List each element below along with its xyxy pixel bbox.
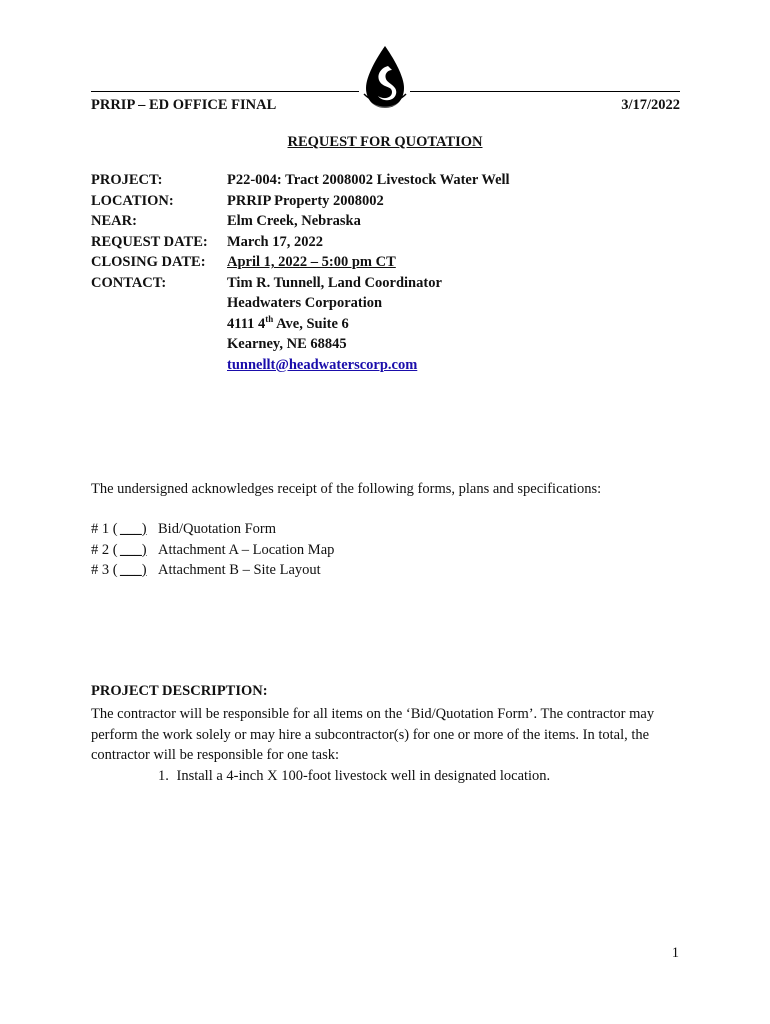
- project-value: P22-004: Tract 2008002 Livestock Water Well: [227, 172, 510, 188]
- attachment-blank[interactable]: ___: [120, 541, 142, 558]
- task-number: 1.: [158, 767, 169, 784]
- closing-date-value: April 1, 2022 – 5:00 pm CT: [227, 254, 396, 270]
- header-rule-left: [91, 91, 359, 92]
- attachment-desc: Attachment B – Site Layout: [158, 562, 321, 578]
- contact-name: Tim R. Tunnell, Land Coordinator: [227, 274, 442, 291]
- attachment-desc: Bid/Quotation Form: [158, 521, 277, 537]
- project-label: PROJECT:: [91, 172, 163, 188]
- closing-date-label: CLOSING DATE:: [91, 254, 206, 270]
- logo: [362, 44, 408, 112]
- contact-company: Headwaters Corporation: [227, 295, 383, 311]
- near-value: Elm Creek, Nebraska: [227, 213, 361, 229]
- task-text: Install a 4-inch X 100-foot livestock well in designated location.: [176, 767, 551, 784]
- contact-email-link[interactable]: tunnellt@headwaterscorp.com: [227, 356, 418, 373]
- water-drop-crane-logo-icon: [362, 44, 408, 112]
- header-left: PRRIP – ED OFFICE FINAL: [91, 97, 277, 113]
- request-date-label: REQUEST DATE:: [91, 233, 208, 250]
- location-label: LOCATION:: [91, 192, 174, 209]
- header-rule-right: [410, 91, 680, 92]
- request-date-value: March 17, 2022: [227, 233, 323, 250]
- near-label: NEAR:: [91, 213, 137, 229]
- location-value: PRRIP Property 2008002: [227, 192, 384, 209]
- header-date: 3/17/2022: [621, 97, 680, 113]
- task-item: [158, 766, 550, 787]
- contact-label: CONTACT:: [91, 274, 167, 291]
- attachment-blank[interactable]: ___: [120, 562, 142, 578]
- attachment-desc: Attachment A – Location Map: [158, 541, 335, 558]
- contact-city: Kearney, NE 68845: [227, 336, 347, 352]
- acknowledge-text: The undersigned acknowledges receipt of the following forms, plans and specifications:: [91, 481, 602, 497]
- project-description-heading: PROJECT DESCRIPTION:: [91, 683, 268, 699]
- project-description-line: The contractor will be responsible for all items on the ‘Bid/Quotation Form’. The contractor may: [91, 706, 655, 722]
- project-description-line: perform the work solely or may hire a subcontractor(s) for one or more of the items. In total, the: [91, 726, 650, 743]
- page-title: REQUEST FOR QUOTATION: [287, 134, 483, 150]
- contact-address: 4111 4th Ave, Suite 6: [227, 313, 349, 332]
- project-description-line: contractor will be responsible for one task:: [91, 747, 340, 763]
- page-number: 1: [671, 945, 679, 961]
- attachment-blank[interactable]: ___: [120, 521, 142, 537]
